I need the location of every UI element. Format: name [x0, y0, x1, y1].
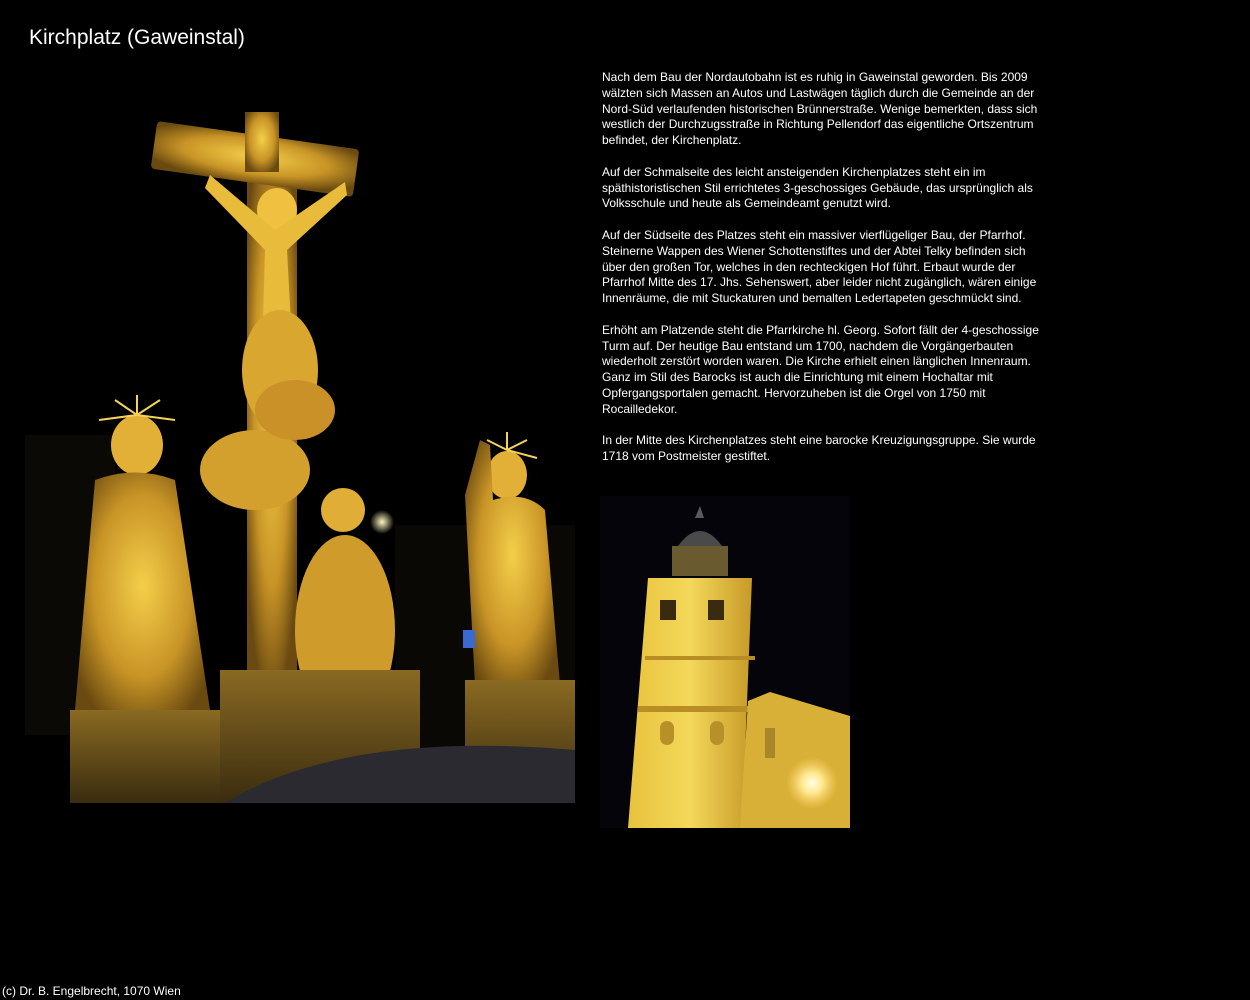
- crucifixion-group-photo: [25, 70, 575, 803]
- paragraph-5: In der Mitte des Kirchenplatzes steht eine barocke Kreuzigungsgruppe. Sie wurde 1718 vom Postmeister gestiftet.: [602, 433, 1036, 464]
- copyright-footer: (c) Dr. B. Engelbrecht, 1070 Wien: [2, 984, 181, 998]
- article-text: [602, 70, 1052, 481]
- paragraph-2: Auf der Schmalseite des leicht ansteigenden Kirchenplatzes steht ein im späthistoristischen Stil errichtetes 3-geschossiges Gebäude, das ursprünglich als Volksschule und heute als Gemeindeamt genutzt wird.: [602, 164, 1033, 211]
- paragraph-4: Erhöht am Platzende steht die Pfarrkirche hl. Georg. Sofort fällt der 4-geschossige Turm auf. Der heutige Bau entstand um 1700, nachdem die Vorgängerbauten wiederholt zerstört worden waren. Die Kirche erhielt einen länglichen Innenraum. Ganz im Stil des Barocks ist auch die Einrichtung mit einem Hochaltar mit Opfergangsportalen gemacht. Hervorzuheben ist die Orgel von 1750 mit Rocailledekor.: [602, 322, 1039, 416]
- page-title: Kirchplatz (Gaweinstal): [29, 26, 245, 49]
- church-tower-photo: [600, 496, 850, 828]
- paragraph-1: Nach dem Bau der Nordautobahn ist es ruhig in Gaweinstal geworden. Bis 2009 wälzten sich Massen an Autos und Lastwägen täglich durch die Gemeinde an der Nord-Süd verlaufenden historischen Brünnerstraße. Wenige bemerkten, dass sich westlich der Durchzugsstraße in Richtung Pellendorf das eigentliche Ortszentrum befindet, der Kirchenplatz.: [602, 70, 1038, 148]
- paragraph-3: Auf der Südseite des Platzes steht ein massiver vierflügeliger Bau, der Pfarrhof. Steinerne Wappen des Wiener Schottenstiftes und der Abtei Telky befinden sich über den großen Tor, welches in den rechteckigen Hof führt. Erbaut wurde der Pfarrhof Mitte des 17. Jhs. Sehenswert, aber leider nicht zugänglich, wären einige Innenräume, die mit Stuckaturen und bemalten Ledertapeten geschmückt sind.: [602, 227, 1037, 306]
